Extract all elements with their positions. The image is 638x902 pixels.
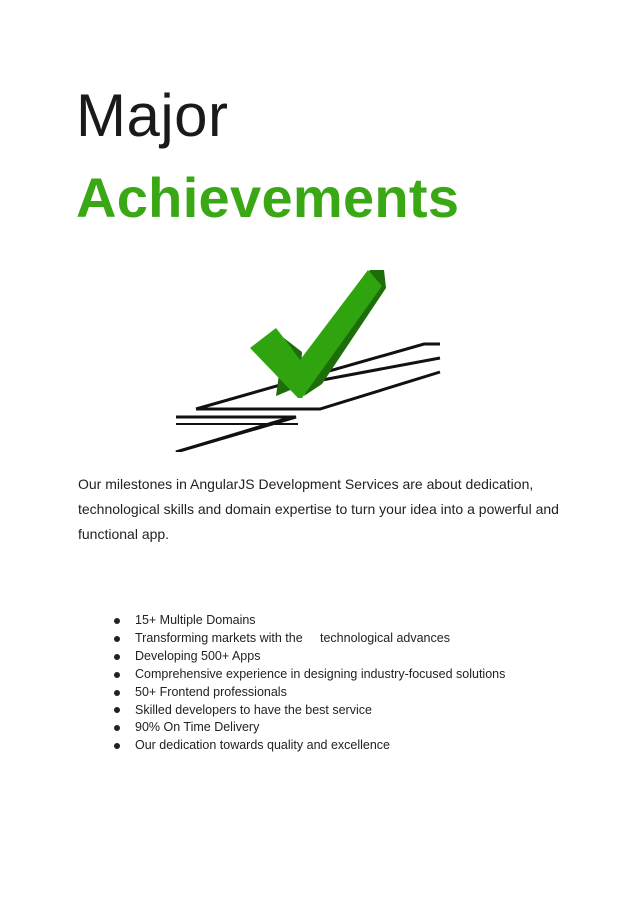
bullet-icon bbox=[114, 690, 120, 696]
list-item-text: 90% On Time Delivery bbox=[135, 720, 260, 735]
list-item bbox=[108, 719, 505, 737]
list-item-text: Developing 500+ Apps bbox=[135, 648, 261, 663]
list-item bbox=[108, 666, 505, 684]
list-item-text: 15+ Multiple Domains bbox=[135, 613, 256, 627]
heading-achievements: Achievements bbox=[76, 166, 460, 229]
list-item bbox=[108, 737, 505, 755]
bullet-icon bbox=[114, 707, 120, 713]
list-item bbox=[108, 648, 505, 666]
bullet-icon bbox=[114, 672, 120, 678]
list-item-text: Comprehensive experience in designing industry-focused solutions bbox=[135, 666, 506, 681]
list-item bbox=[108, 702, 505, 720]
intro-paragraph: Our milestones in AngularJS Development Services are about dedication, technological skills and domain expertise to turn your idea into a powerful and functional app. bbox=[78, 476, 559, 542]
list-item bbox=[108, 684, 505, 702]
list-item-text: Skilled developers to have the best service bbox=[135, 702, 372, 717]
checkmark-on-paper-icon bbox=[172, 266, 444, 452]
bullet-icon bbox=[114, 618, 120, 624]
list-item-text: 50+ Frontend professionals bbox=[135, 684, 287, 699]
bullet-icon bbox=[114, 654, 120, 660]
heading-major: Major bbox=[76, 82, 229, 149]
list-item-text: Transforming markets with the technological advances bbox=[135, 630, 450, 645]
bullet-icon bbox=[114, 743, 120, 749]
bullet-icon bbox=[114, 725, 120, 731]
list-item bbox=[108, 612, 505, 630]
achievements-list bbox=[108, 612, 505, 755]
bullet-icon bbox=[114, 636, 120, 642]
list-item bbox=[108, 630, 505, 648]
list-item-text: Our dedication towards quality and excellence bbox=[135, 738, 391, 753]
